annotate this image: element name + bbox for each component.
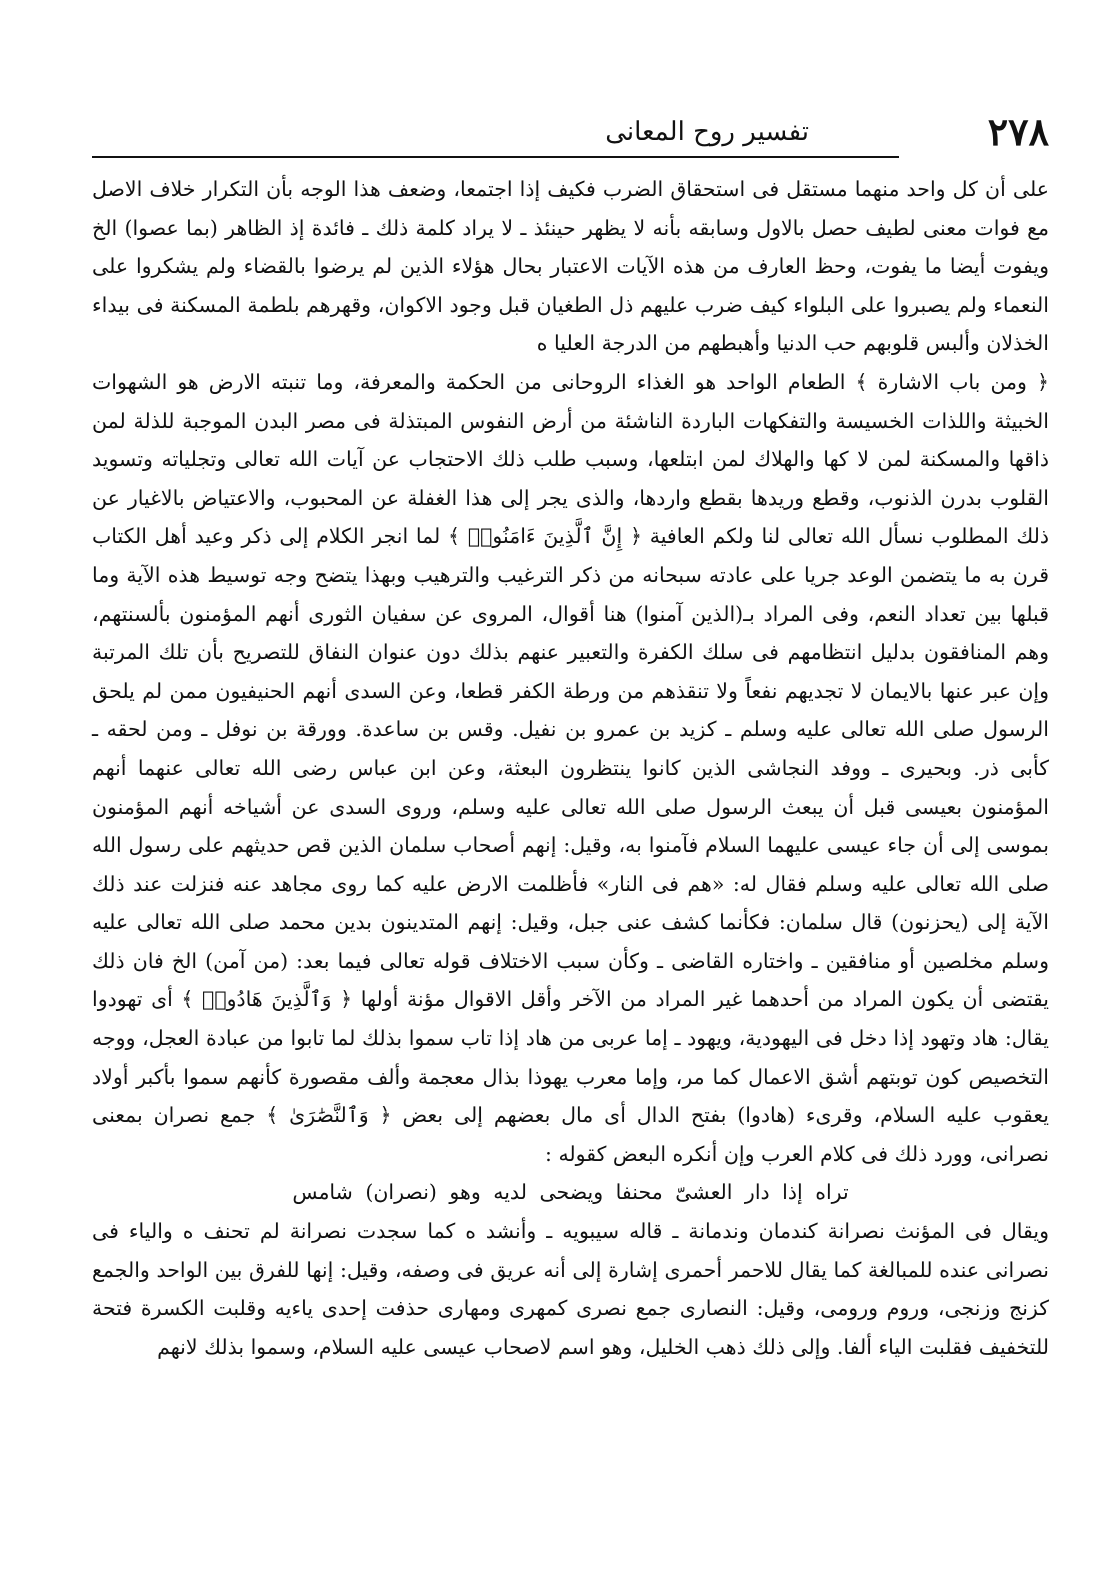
page-body	[92, 170, 1049, 1366]
page-number: ٢٧٨	[987, 109, 1049, 154]
poetry-verse: تراه إذا دار العشىّ محنفا ويضحى لديه وهو (نصران) شامس	[292, 1180, 849, 1205]
paragraph: على أن كل واحد منهما مستقل فى استحقاق الضرب فكيف إذا اجتمعا، وضعف هذا الوجه بأن التكرار خلاف الاصل مع فوات معنى لطيف حصل بالاول وسابقه بأنه لا يظهر حينئذ ـ لا يراد كلمة ذلك ـ فائدة إذ الظاهر (بما عصوا) الخ ويفوت أيضا ما يفوت، وحظ العارف من هذه الآيات الاعتبار بحال هؤلاء الذين لم يرضوا بالقضاء ولم يشكروا على النعماء ولم يصبروا على البلواء كيف ضرب عليهم ذل الطغيان قبل وجود الاكوان، وقهرهم بلطمة المسكنة فى بيداء الخذلان وألبس قلوبهم حب الدنيا وأهبطهم من الدرجة العليا ه	[92, 177, 1049, 356]
paragraph: ويقال فى المؤنث نصرانة كندمان وندمانة ـ قاله سيبويه ـ وأنشد ه كما سجدت نصرانة لم تحنف ه والياء فى نصرانى عنده للمبالغة كما يقال للاحمر أحمرى إشارة إلى أنه عريق فى وصفه، وقيل: إنها للفرق بين الواحد والجمع كزنج وزنجى، وروم ورومى، وقيل: النصارى جمع نصرى كمهرى ومهارى حذفت إحدى ياءيه وقلبت الكسرة فتحة للتخفيف فقلبت الياء ألفا. وإلى ذلك ذهب الخليل، وهو اسم لاصحاب عيسى عليه السلام، وسموا بذلك لانهم	[92, 1219, 1049, 1359]
running-title: تفسير روح المعانى	[605, 117, 809, 147]
page-header	[92, 108, 1049, 158]
header-rule	[92, 156, 899, 158]
paragraph: ﴿ ومن باب الاشارة ﴾ الطعام الواحد هو الغذاء الروحانى من الحكمة والمعرفة، وما تنبته الارض هو الشهوات الخبيثة واللذات الخسيسة والتفكهات الباردة الناشئة من أرض النفوس المبتذلة فى مصر البدن الموجبة للذلة لمن ذاقها والمسكنة لمن لا كها والهلاك لمن ابتلعها، وسبب طلب ذلك الاحتجاب عن آيات الله تعالى وتجلياته وتسويد القلوب بدرن الذنوب، وقطع وريدها بقطع واردها، والذى يجر إلى هذا الغفلة عن المحبوب، والاعتياض بالاغيار عن ذلك المطلوب نسأل الله تعالى لنا ولكم العافية ﴿ إِنَّ ٱلَّذِينَ ءَامَنُوا۟ ﴾ لما انجر الكلام إلى ذكر وعيد أهل الكتاب قرن به ما يتضمن الوعد جريا على عادته سبحانه من ذكر الترغيب والترهيب وبهذا يتضح وجه توسيط هذه الآية وما قبلها بين تعداد النعم، وفى المراد بـ(الذين آمنوا) هنا أقوال، المروى عن سفيان الثورى أنهم المؤمنون بألسنتهم، وهم المنافقون بدليل انتظامهم فى سلك الكفرة والتعبير عنهم بذلك دون عنوان النفاق للتصريح بأن تلك المرتبة وإن عبر عنها بالايمان لا تجديهم نفعاً ولا تنقذهم من ورطة الكفر قطعا، وعن السدى أنهم الحنيفيون ممن لم يلحق الرسول صلى الله تعالى عليه وسلم ـ كزيد بن عمرو بن نفيل. وقس بن ساعدة. وورقة بن نوفل ـ ومن لحقه ـ كأبى ذر. وبحيرى ـ ووفد النجاشى الذين كانوا ينتظرون البعثة، وعن ابن عباس رضى الله تعالى عنهما أنهم المؤمنون بعيسى قبل أن يبعث الرسول صلى الله تعالى عليه وسلم، وروى السدى عن أشياخه أنهم المؤمنون بموسى إلى أن جاء عيسى عليهما السلام فآمنوا به، وقيل: إنهم أصحاب سلمان الذين قص حديثهم على رسول الله صلى الله تعالى عليه وسلم فقال له: «هم فى النار» فأظلمت الارض عليه كما روى مجاهد عنه فنزلت عند ذلك الآية إلى (يحزنون) قال سلمان: فكأنما كشف عنى جبل، وقيل: إنهم المتدينون بدين محمد صلى الله تعالى عليه وسلم مخلصين أو منافقين ـ واختاره القاضى ـ وكأن سبب الاختلاف قوله تعالى فيما بعد: (من آمن) الخ فان ذلك يقتضى أن يكون المراد من أحدهما غير المراد من الآخر وأقل الاقوال مؤنة أولها ﴿ وَٱلَّذِينَ هَادُوا۟ ﴾ أى تهودوا يقال: هاد وتهود إذا دخل فى اليهودية، ويهود ـ إما عربى من هاد إذا تاب سموا بذلك لما تابوا من عبادة العجل، ووجه التخصيص كون توبتهم أشق الاعمال كما مر، وإما معرب يهوذا بذال معجمة وألف مقصورة كأنهم سموا بأكبر أولاد يعقوب عليه السلام، وقرىء (هادوا) بفتح الدال أى مال بعضهم إلى بعض ﴿ وَٱلنَّصَٰرَىٰ ﴾ جمع نصران بمعنى نصرانى، وورد ذلك فى كلام العرب وإن أنكره البعض كقوله :	[92, 369, 1049, 1166]
